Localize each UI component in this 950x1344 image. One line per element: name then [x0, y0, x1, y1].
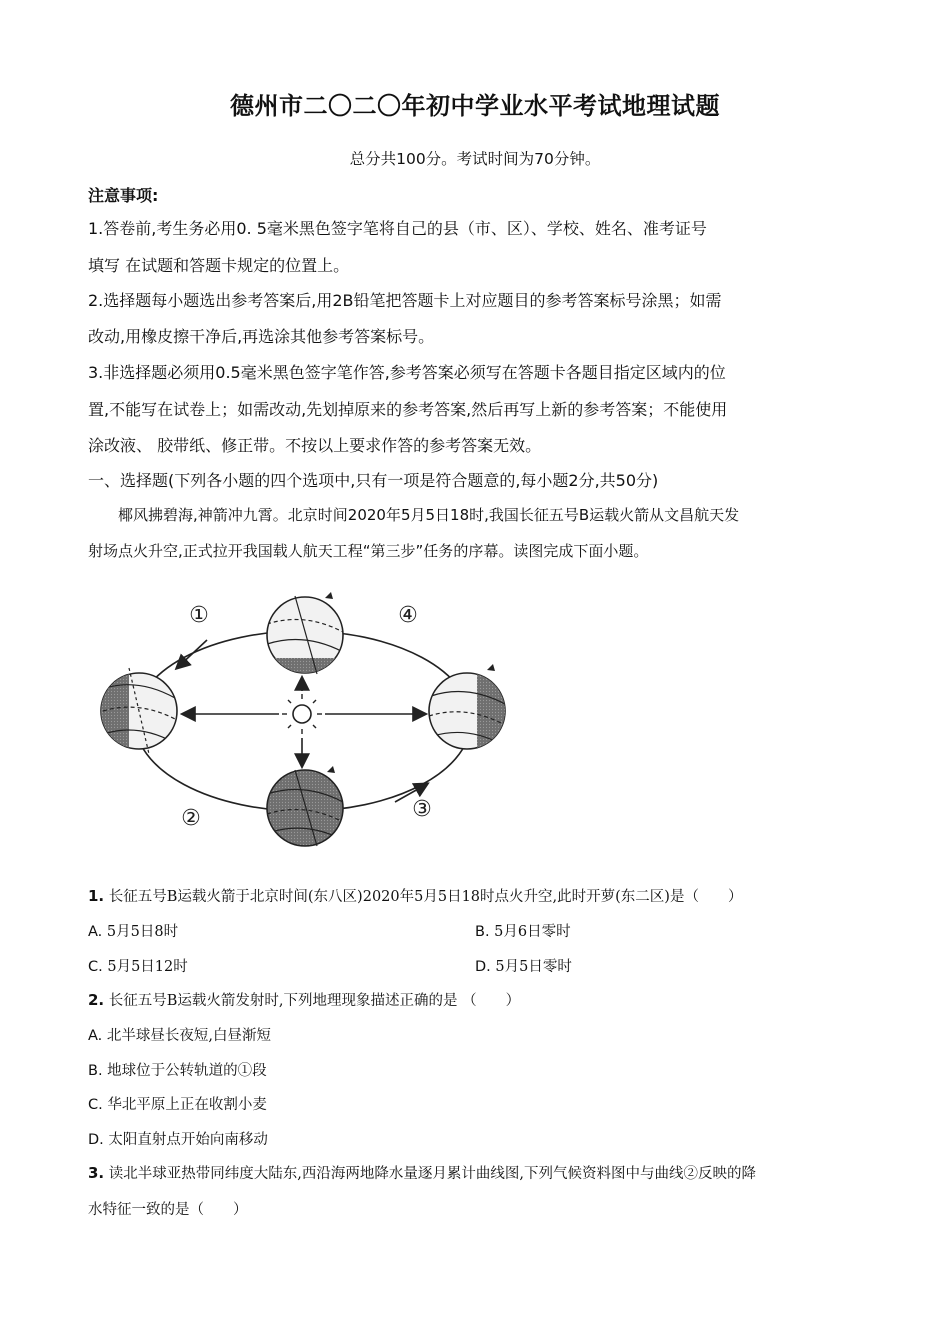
- notice-item-2-line-2: 改动,用橡皮擦干净后,再选涂其他参考答案标号。: [88, 327, 435, 346]
- question-2-option-b[interactable]: B. 地球位于公转轨道的①段: [88, 1063, 267, 1079]
- notice-heading: 注意事项:: [88, 186, 159, 205]
- earth-left-icon: [95, 668, 177, 758]
- notice-item-1-line-2: 填写 在试题和答题卡规定的位置上。: [88, 256, 350, 275]
- orbit-direction-arrow: [177, 640, 207, 668]
- section-1-heading: 一、选择题(下列各小题的四个选项中,只有一项是符合题意的,每小题2分,共50分): [88, 471, 659, 490]
- question-2-option-d[interactable]: D. 太阳直射点开始向南移动: [88, 1132, 268, 1148]
- question-2: [88, 989, 868, 1010]
- orbit-label-2: ②: [181, 806, 201, 831]
- passage-line-2: 射场点火升空,正式拉开我国载人航天工程“第三步”任务的序幕。读图完成下面小题。: [88, 542, 649, 560]
- earth-bottom-icon: [267, 766, 343, 846]
- orbit-label-3: ③: [412, 797, 432, 822]
- earth-orbit-diagram: [95, 588, 525, 858]
- question-1-option-b[interactable]: B. 5月6日零时: [475, 924, 571, 940]
- notice-item-1-line-1: 1.答卷前,考生务必用0. 5毫米黑色签字笔将自己的县（市、区）、学校、姓名、准考证号: [88, 219, 707, 238]
- notice-item-2-line-1: 2.选择题每小题选出参考答案后,用2B铅笔把答题卡上对应题目的参考答案标号涂黑；如需: [88, 291, 722, 310]
- earth-top-icon: [265, 592, 345, 678]
- orbit-label-1: ①: [189, 603, 209, 628]
- question-2-option-a[interactable]: A. 北半球昼长夜短,白昼渐短: [88, 1028, 271, 1044]
- question-text: 长征五号B运载火箭于北京时间(东八区)2020年5月5日18时点火升空,此时开萝(东二区)是（ ）: [108, 889, 743, 905]
- passage-line-1: 椰风拂碧海,神箭冲九霄。北京时间2020年5月5日18时,我国长征五号B运载火箭从文昌航天发: [118, 506, 740, 524]
- question-text: 读北半球亚热带同纬度大陆东,西沿海两地降水量逐月累计曲线图,下列气候资料图中与曲线②反映的降: [108, 1166, 756, 1182]
- question-2-option-c[interactable]: C. 华北平原上正在收割小麦: [88, 1097, 267, 1113]
- question-1-option-d[interactable]: D. 5月5日零时: [475, 959, 572, 975]
- page-subtitle: 总分共100分。考试时间为70分钟。: [349, 150, 601, 168]
- earth-right-icon: [429, 664, 517, 758]
- question-text: 长征五号B运载火箭发射时,下列地理现象描述正确的是 （ ）: [108, 993, 521, 1009]
- question-number: 2.: [88, 991, 105, 1009]
- notice-item-3-line-1: 3.非选择题必须用0.5毫米黑色签字笔作答,参考答案必须写在答题卡各题目指定区域内的位: [88, 363, 726, 382]
- notice-item-3-line-2: 置,不能写在试卷上；如需改动,先划掉原来的参考答案,然后再写上新的参考答案；不能使用: [88, 400, 728, 419]
- question-1-option-a[interactable]: A. 5月5日8时: [88, 924, 179, 940]
- question-3: [88, 1162, 868, 1183]
- orbit-label-4: ④: [398, 603, 418, 628]
- sun-icon: [282, 694, 322, 734]
- notice-item-3-line-3: 涂改液、 胶带纸、修正带。不按以上要求作答的参考答案无效。: [88, 436, 542, 455]
- page-title: 德州市二〇二〇年初中学业水平考试地理试题: [230, 92, 720, 120]
- question-3-line-2: 水特征一致的是（ ）: [88, 1202, 248, 1218]
- question-1-option-c[interactable]: C. 5月5日12时: [88, 959, 188, 975]
- question-number: 1.: [88, 887, 105, 905]
- question-number: 3.: [88, 1164, 105, 1182]
- question-1: [88, 885, 868, 906]
